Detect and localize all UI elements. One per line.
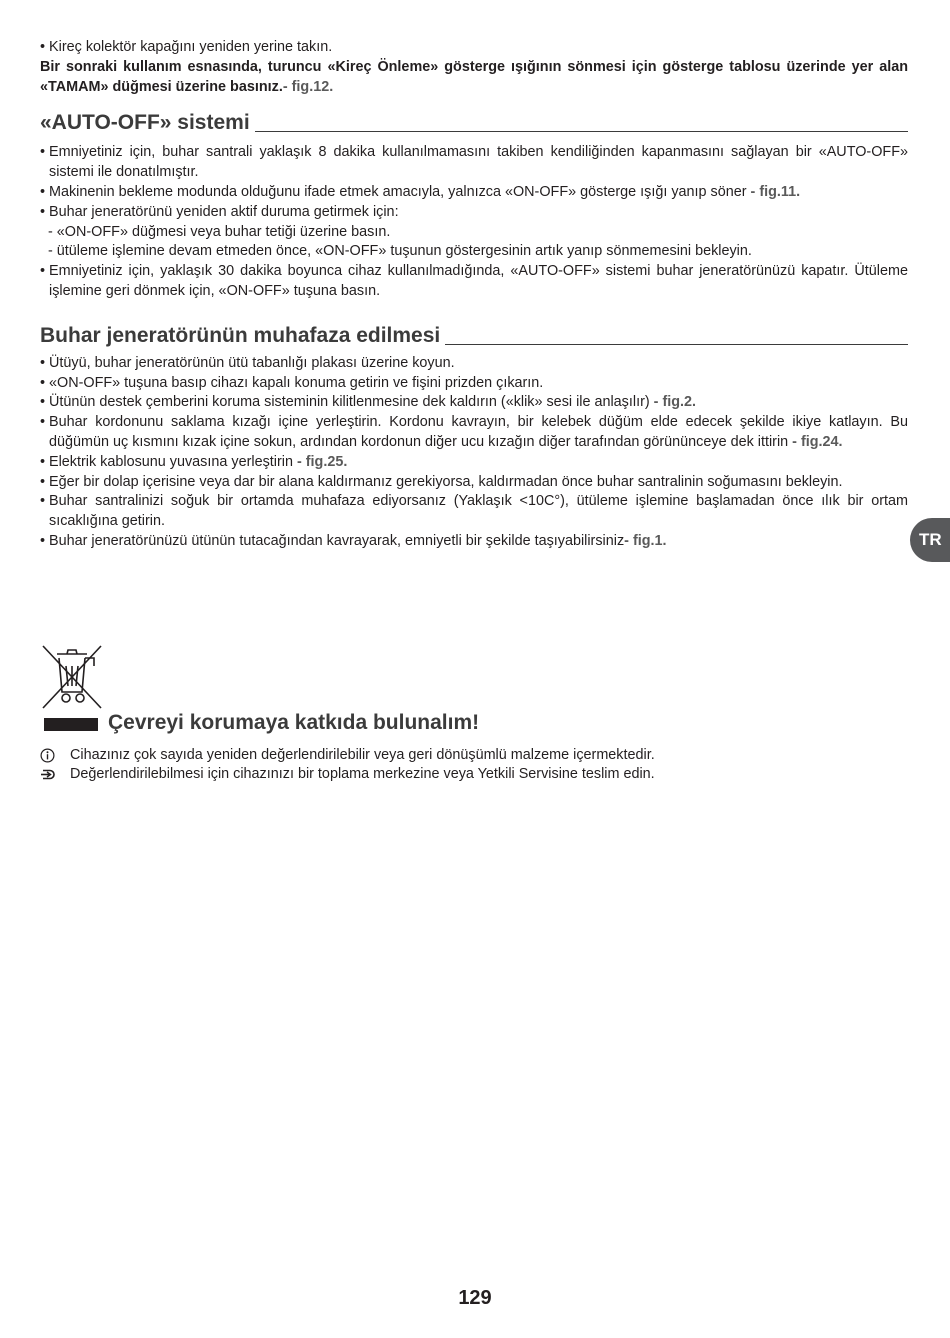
list-item-text: Eğer bir dolap içerisine veya dar bir alana kaldırmanız gerekiyorsa, kaldırmadan önce buhar santralinin soğumasını bekleyin. [49,473,843,490]
bullet: • [40,414,46,431]
bullet: • [40,183,46,200]
list-item [40,413,908,453]
storage-heading-text: Buhar jeneratörünün muhafaza edilmesi [40,323,441,347]
intro-fig-ref: - fig.12. [282,78,334,95]
list-item [40,473,908,493]
list-item-text [49,532,908,552]
list-item-text [49,453,908,473]
auto-off-heading-text: «AUTO-OFF» sistemi [40,111,250,135]
info-icon [40,748,70,763]
page-number: 129 [458,1287,492,1309]
list-item-body: Ütünün destek çemberini koruma sisteminin kilitlenmesine dek kaldırın («klik» sesi ile anlaşılır) [49,394,650,411]
list-item [40,354,908,374]
heading-rule [255,131,908,132]
list-item [40,492,908,532]
bullet: • [40,203,46,220]
list-item [40,532,908,552]
arrow-right-icon [40,768,70,781]
bullet: • [40,453,46,470]
list-item [40,183,908,203]
auto-off-heading [40,110,908,136]
list-item-body: Makinenin bekleme modunda olduğunu ifade etmek amacıyla, yalnızca «ON-OFF» gösterge ışığı yanıp söner [49,183,747,200]
bullet: • [40,394,46,411]
list-item-text [49,393,908,413]
list-item-text: «ON-OFF» tuşuna basıp cihazı kapalı konuma getirin ve fişini prizden çıkarın. [49,374,544,391]
list-item-text: Emniyetiniz için, yaklaşık 30 dakika boyunca cihaz kullanılmadığında, «AUTO-OFF» sistemi buhar jeneratörünüzü kapatır. Ütüleme işlemine geri dönmek için, «ON-OFF» tuşuna basın. [49,263,908,299]
bullet: • [40,374,46,391]
list-item-text: Buhar jeneratörünü yeniden aktif duruma getirmek için: [49,203,399,220]
list-item-body: Elektrik kablosunu yuvasına yerleştirin [49,453,293,470]
list-item [40,143,908,183]
fig-ref: - fig.25. [292,453,348,470]
bullet: • [40,263,46,280]
sub-item: - ütüleme işlemine devam etmeden önce, «ON-OFF» tuşunun göstergesinin artık yanıp sönmemesini bekleyin. [48,243,752,260]
list-item-text [49,183,908,203]
crossed-out-wheelie-bin-icon [40,644,104,710]
list-item [40,453,908,473]
list-item-text [49,413,908,453]
bullet: • [40,354,46,371]
bullet: • [40,473,46,490]
list-item [40,203,908,223]
fig-ref: - fig.2. [649,394,697,411]
intro-bold-text: Bir sonraki kullanım esnasında, turuncu «Kireç Önleme» gösterge ışığının sönmesi için gösterge tablosu üzerinde yer alan «TAMAM» düğmesi üzerine basınız. [40,58,908,95]
list-item-text: Ütüyü, buhar jeneratörünün ütü tabanlığı plakası üzerine koyun. [49,354,455,371]
list-item [40,262,908,302]
sub-item: - «ON-OFF» düğmesi veya buhar tetiği üzerine basın. [48,223,391,240]
fig-ref: - fig.24. [788,433,843,450]
bullet: • [40,532,46,549]
intro-note [40,58,908,98]
page-content [40,38,908,552]
bullet: • [40,493,46,510]
fig-ref: - fig.11. [746,183,801,200]
arrow-text: Değerlendirilebilmesi için cihazınızı bir toplama merkezine veya Yetkili Servisine teslim edin. [70,766,655,782]
storage-section [40,354,908,552]
storage-heading [40,323,908,349]
language-tab: TR [910,518,950,562]
heading-rule [445,344,908,345]
info-text: Cihazınız çok sayıda yeniden değerlendirilebilir veya geri dönüşümlü malzeme içermektedir. [70,747,655,763]
environment-heading: Çevreyi korumaya katkıda bulunalım! [108,711,480,734]
auto-off-section [40,143,908,301]
list-item [40,374,908,394]
list-item-body: Buhar jeneratörünüzü ütünün tutacağından kavrayarak, emniyetli bir şekilde taşıyabilirsiniz [49,532,625,549]
bullet: • [40,144,46,161]
list-item-text: Buhar santralinizi soğuk bir ortamda muhafaza ediyorsanız (Yaklaşık <10C°), ütüleme işlemine başlamadan önce ılık bir ortam sıcaklığına getirin. [49,493,908,530]
list-item-text: Emniyetiniz için, buhar santrali yaklaşık 8 dakika kullanılmamasını takiben kendiliğinden kapanmasını sağlayan bir «AUTO-OFF» sistemi ile donatılmıştır. [49,144,908,181]
fig-ref: - fig.1. [624,532,667,549]
arrow-row [40,765,655,785]
list-item-body: Buhar kordonunu saklama kızağı içine yerleştirin. Kordonu kavrayın, bir kelebek düğüm elde edecek şekilde ikiye katlayın. Bu düğümün uç kısmını kızak içine sokun, ardından kordonun diğer ucu kızağın diğer tarafından görününceye dek ittirin [49,414,908,450]
intro-line: • Kireç kolektör kapağını yeniden yerine takın. [40,39,333,55]
list-item [40,393,908,413]
info-row [40,746,655,766]
section-bar [44,718,98,731]
